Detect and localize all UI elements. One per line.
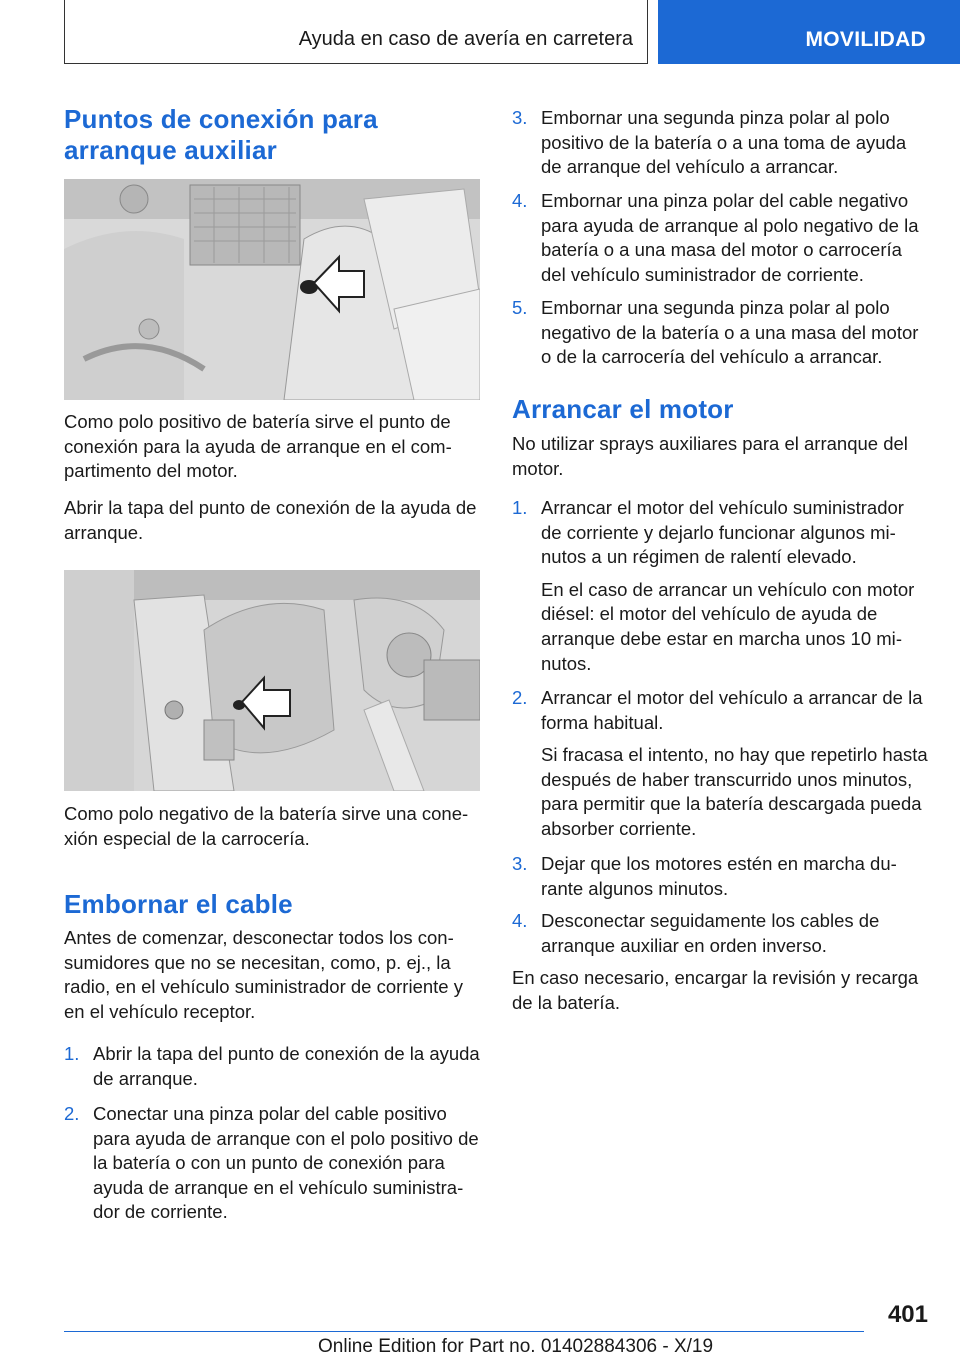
section-title-connect-cable: Embornar el cable	[64, 889, 293, 919]
step-text: Arrancar el motor del vehículo suministrador de corriente y dejarlo funcionar algunos minutos a un régimen de ralentí elevado.	[541, 497, 904, 568]
list-item	[512, 106, 928, 180]
step-text: Arrancar el motor del vehículo a arrancar de la forma habitual.	[541, 687, 923, 733]
footer-divider	[64, 1331, 864, 1332]
header-chapter-title: MOVILIDAD	[805, 28, 926, 51]
header-section-title: Ayuda en caso de avería en carretera	[298, 28, 633, 50]
engine-positive-terminal-illustration	[64, 179, 480, 400]
step-number: 1.	[64, 1043, 80, 1064]
footer-edition: Online Edition for Part no. 01402884306 - X/19	[318, 1336, 714, 1357]
step-text: Abrir la tapa del punto de conexión de la ayuda de arranque.	[93, 1043, 480, 1089]
step-number: 3.	[512, 853, 528, 874]
header-chapter-tab[interactable]	[658, 0, 960, 64]
list-item	[512, 296, 928, 370]
engine-compartment-image-positive	[64, 179, 480, 400]
step-number: 2.	[64, 1103, 80, 1124]
list-item	[64, 1102, 480, 1225]
list-item	[512, 686, 928, 842]
page-number: 401	[887, 1301, 928, 1328]
engine-negative-terminal-illustration	[64, 570, 480, 791]
step-text: Embornar una segunda pinza polar al polo positivo de la batería o a una toma de ayuda de arranque del vehículo a arrancar.	[541, 107, 907, 178]
step-number: 4.	[512, 190, 528, 211]
list-item	[512, 496, 928, 676]
paragraph-negative-pole: Como polo negativo de la batería sirve una conexión especial de la carrocería.	[64, 803, 469, 849]
step-text: Dejar que los motores estén en marcha durante algunos minutos.	[541, 853, 897, 899]
step-number: 1.	[512, 497, 528, 518]
list-item	[512, 909, 928, 958]
paragraph-before-start: Antes de comenzar, desconectar todos los consumidores que no se necesitan, como, p. ej., la radio, en el vehículo suministrador de corriente y en el vehículo receptor.	[64, 927, 463, 1022]
step-number: 4.	[512, 910, 528, 931]
step-text: Desconectar seguidamente los cables de arranque auxiliar en orden inverso.	[541, 910, 880, 956]
step-text: Embornar una pinza polar del cable negativo para ayuda de arranque al polo negativo de la batería o a una masa del motor o carrocería del vehículo suministrador de corriente.	[541, 190, 919, 285]
list-item	[512, 852, 928, 901]
step-number: 5.	[512, 297, 528, 318]
list-item	[512, 189, 928, 287]
step-text: Conectar una pinza polar del cable positivo para ayuda de arranque con el polo positivo de la batería o con un punto de conexión para ayuda de arranque en el vehículo suministrador de corriente.	[93, 1103, 479, 1223]
section-title-connection-points: Puntos de conexión para arranque auxiliar	[64, 104, 378, 165]
paragraph-no-sprays: No utilizar sprays auxiliares para el arranque del motor.	[512, 433, 908, 479]
section-title-start-engine: Arrancar el motor	[512, 394, 734, 424]
paragraph-open-cover: Abrir la tapa del punto de conexión de la ayuda de arranque.	[64, 497, 477, 543]
step-note: Si fracasa el intento, no hay que repetirlo hasta después de haber transcurrido unos minutos, para permitir que la batería descargada pueda absorber corriente.	[541, 744, 928, 839]
paragraph-battery-check: En caso necesario, encargar la revisión y recarga de la batería.	[512, 967, 919, 1013]
engine-compartment-image-negative	[64, 570, 480, 791]
step-number: 2.	[512, 687, 528, 708]
header-section-box	[64, 0, 648, 64]
step-number: 3.	[512, 107, 528, 128]
list-item	[64, 1042, 480, 1091]
step-note: En el caso de arrancar un vehículo con motor diésel: el motor del vehículo de ayuda de arranque debe estar en marcha unos 10 minutos.	[541, 578, 915, 674]
step-text: Embornar una segunda pinza polar al polo negativo de la batería o a una masa del motor o de la carrocería del vehículo a arrancar.	[541, 297, 919, 368]
paragraph-positive-pole: Como polo positivo de batería sirve el punto de conexión para la ayuda de arranque en el compartimento del motor.	[64, 411, 452, 482]
